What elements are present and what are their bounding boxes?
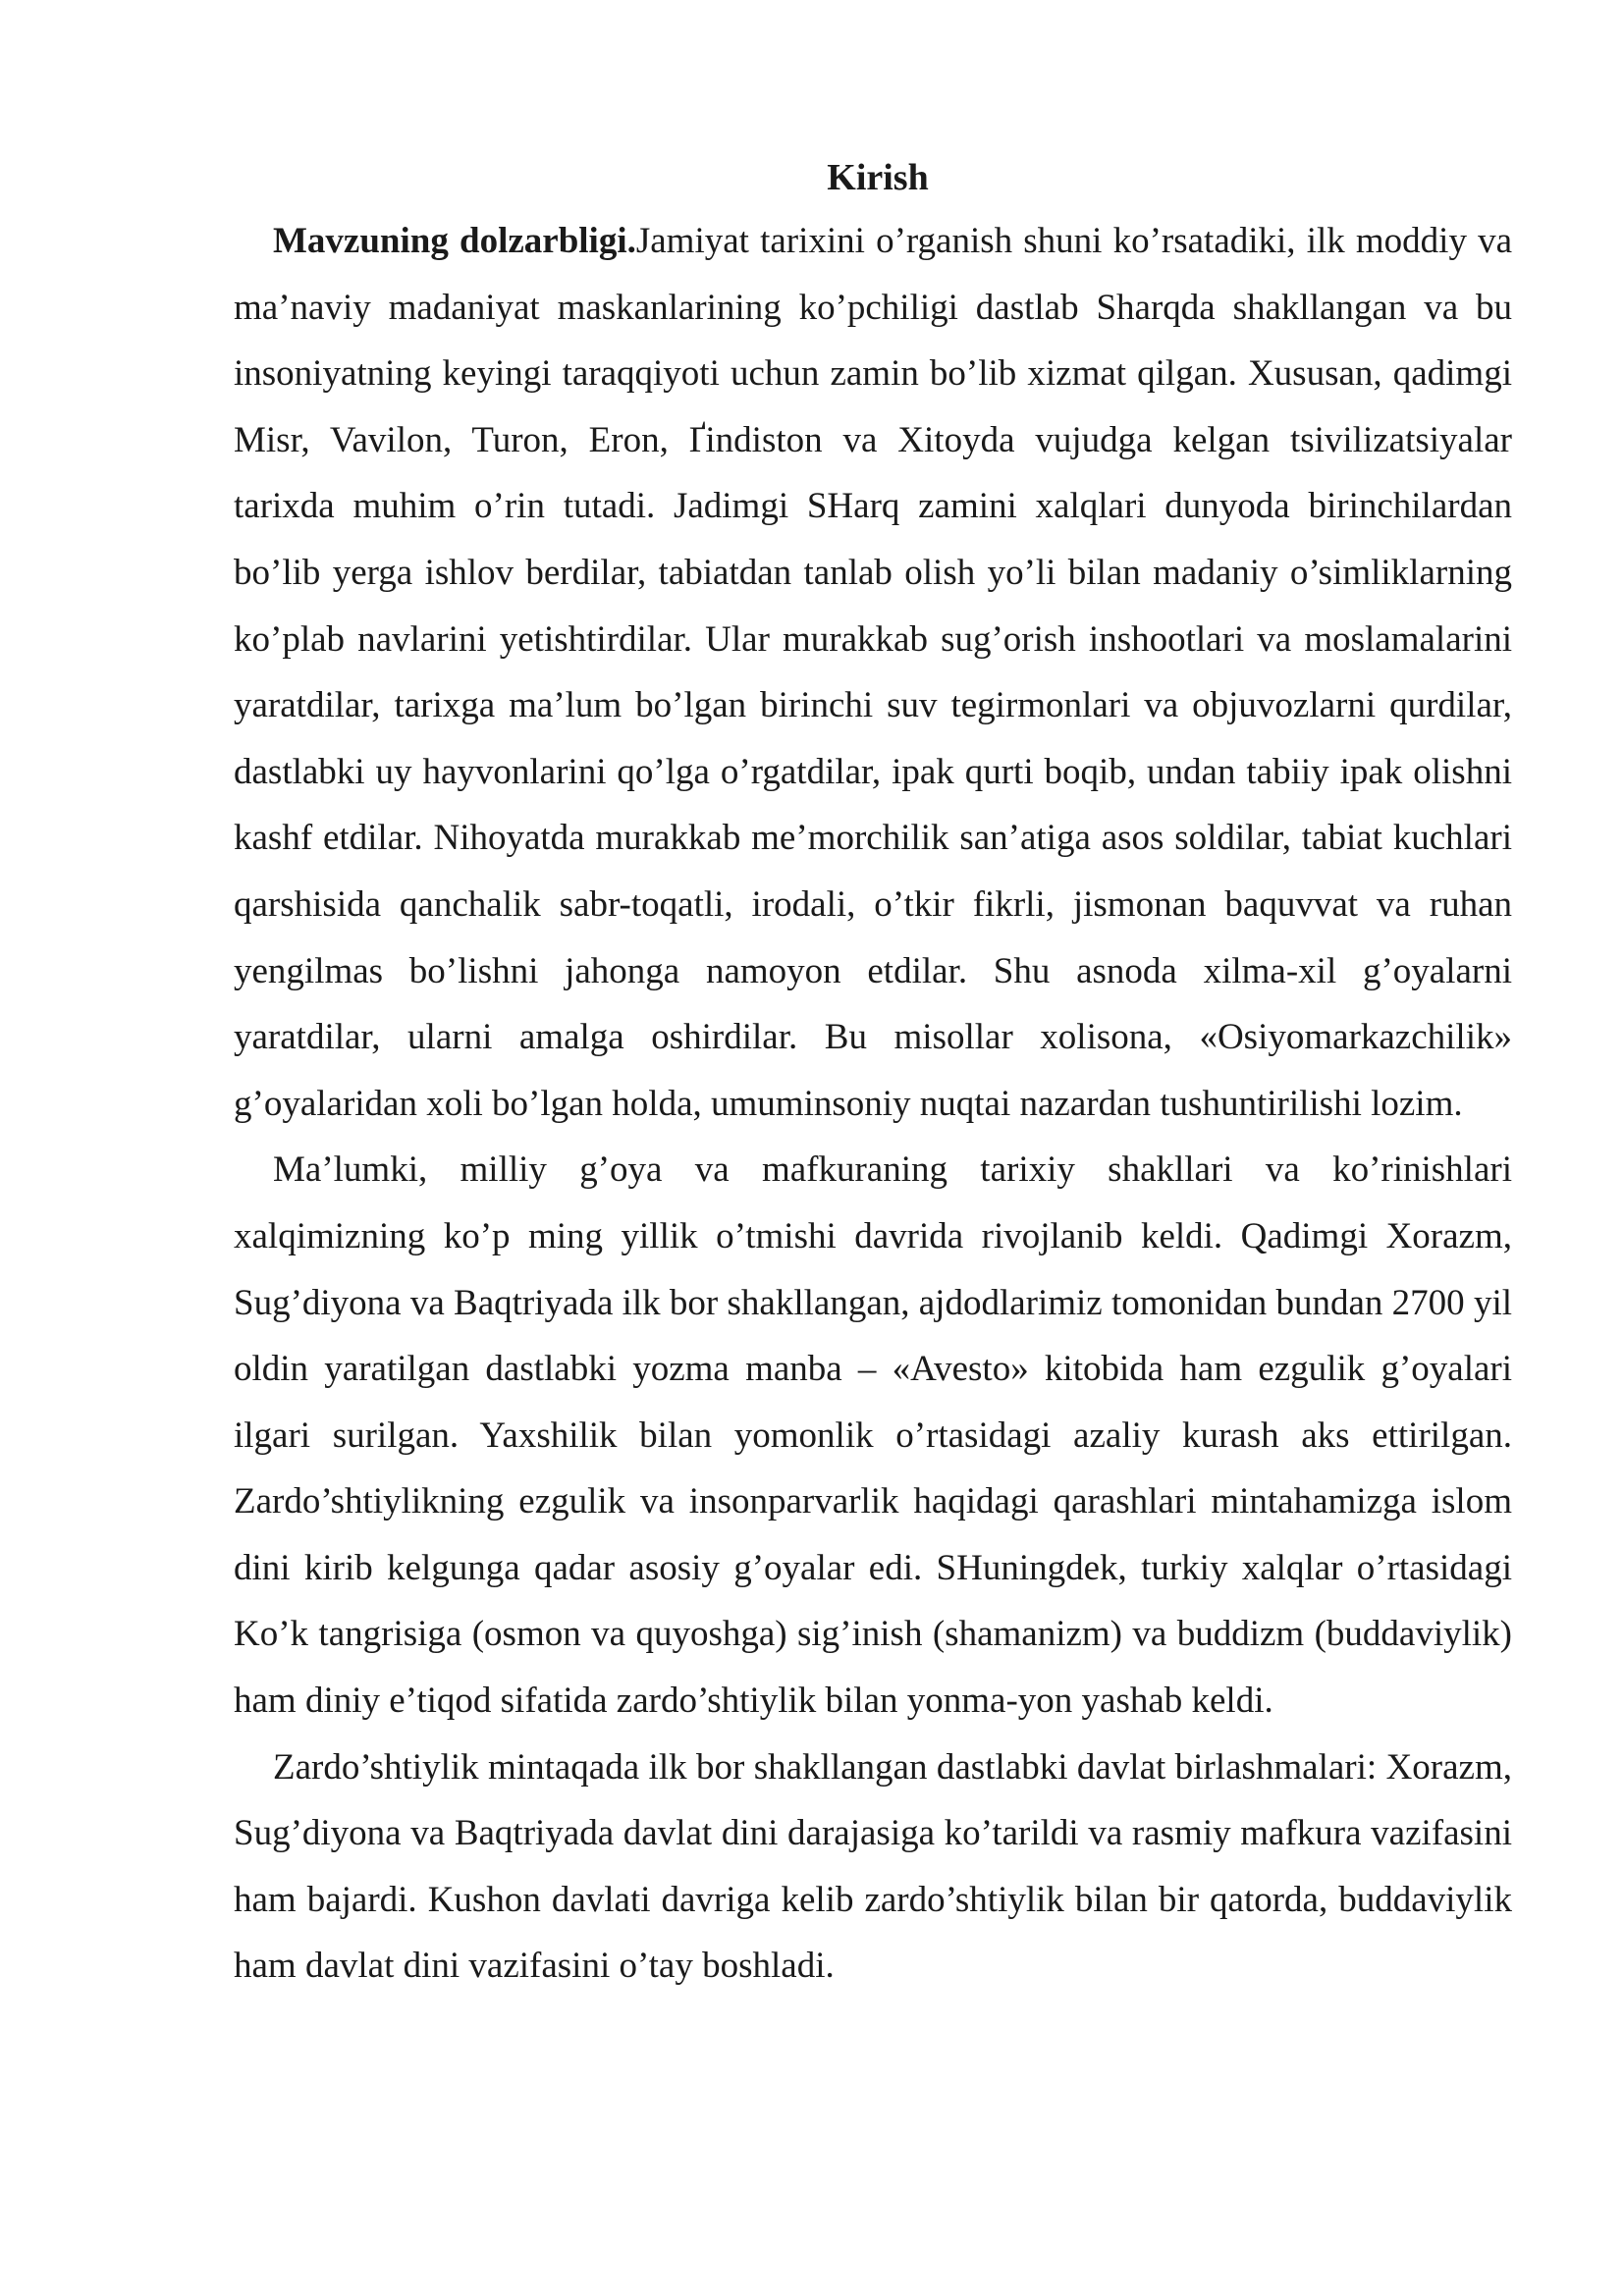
paragraph-zoroastrianism xyxy=(234,1735,1512,2000)
document-page xyxy=(234,147,1512,2000)
paragraph-body: Jamiyat tarixini o’rganish shuni ko’rsatadiki, ilk moddiy va ma’naviy madaniyat maskanlarining ko’pchiligi dastlab Sharqda shakllangan va bu insoniyatning keyingi taraqqiyoti uchun zamin bo’lib xizmat qilgan. Xususan, qadimgi Misr, Vavilon, Turon, Eron, Ґindiston va Xitoyda vujudga kelgan tsivilizatsiyalar tarixda muhim o’rin tutadi. Jadimgi SHarq zamini xalqlari dunyoda birinchilardan bo’lib yerga ishlov berdilar, tabiatdan tanlab olish yo’li bilan madaniy o’simliklarning ko’plab navlarini yetishtirdilar. Ular murakkab sug’orish inshootlari va moslamalarini yaratdilar, tarixga ma’lum bo’lgan birinchi suv tegirmonlari va objuvozlarni qurdilar, dastlabki uy hayvonlarini qo’lga o’rgatdilar, ipak qurti boqib, undan tabiiy ipak olishni kashf etdilar. Nihoyatda murakkab me’morchilik san’atiga asos soldilar, tabiat kuchlari qarshisida qanchalik sabr-toqatli, irodali, o’tkir fikrli, jismonan baquvvat va ruhan yengilmas bo’lishni jahonga namoyon etdilar. Shu asnoda xilma-xil g’oyalarni yaratdilar, ularni amalga oshirdilar. Bu misollar xolisona, «Osiyomarkazchilik» g’oyalaridan xoli bo’lgan holda, umuminsoniy nuqtai nazardan tushuntirilishi lozim. xyxy=(234,221,1512,1124)
paragraph-body: Ma’lumki, milliy g’oya va mafkuraning tarixiy shakllari va ko’rinishlari xalqimizning ko’p ming yillik o’tmishi davrida rivojlanib keldi. Qadimgi Xorazm, Sug’diyona va Baqtriyada ilk bor shakllangan, ajdodlarimiz tomonidan bundan 2700 yil oldin yaratilgan dastlabki yozma manba – «Avesto» kitobida ham ezgulik g’oyalari ilgari surilgan. Yaxshilik bilan yomonlik o’rtasidagi azaliy kurash aks ettirilgan. Zardo’shtiylikning ezgulik va insonparvarlik haqidagi qarashlari mintahamizga islom dini kirib kelgunga qadar asosiy g’oyalar edi. SHuningdek, turkiy xalqlar o’rtasidagi Ko’k tangrisiga (osmon va quyoshga) sig’inish (shamanizm) va buddizm (buddaviylik) ham diniy e’tiqod sifatida zardo’shtiylik bilan yonma-yon yashab keldi. xyxy=(234,1149,1512,1722)
paragraph-relevance xyxy=(234,208,1512,1137)
paragraph-national-idea xyxy=(234,1137,1512,1734)
page-title: Kirish xyxy=(827,157,929,198)
paragraph-lead-label: Mavzuning dolzarbligi. xyxy=(273,221,636,261)
paragraph-body: Zardo’shtiylik mintaqada ilk bor shakllangan dastlabki davlat birlashmalari: Xorazm, Sug’diyona va Baqtriyada davlat dini darajasiga ko’tarildi va rasmiy mafkura vazifasini ham bajardi. Kushon davlati davriga kelib zardo’shtiylik bilan bir qatorda, buddaviylik ham davlat dini vazifasini o’tay boshladi. xyxy=(234,1746,1512,1987)
